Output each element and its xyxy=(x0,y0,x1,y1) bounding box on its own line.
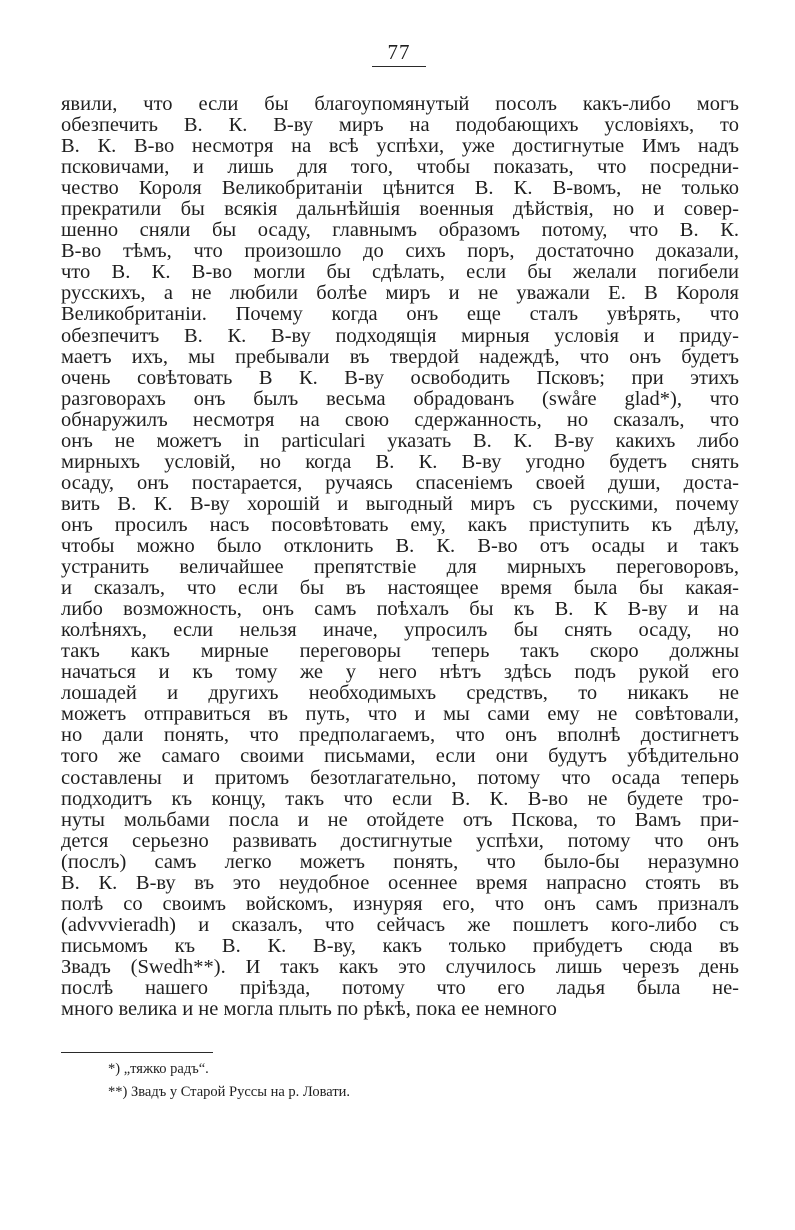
text-line: можетъ отправиться въ путь, что и мы сами ему не совѣтовали, xyxy=(61,704,739,726)
text-line: Звадъ (Swedh**). И такъ какъ это случилось лишь черезъ день xyxy=(61,956,739,978)
footnote-separator xyxy=(61,1052,213,1053)
text-line: Великобританіи. Почему когда онъ еще сталъ увѣрять, что xyxy=(61,304,739,326)
text-line: мирныхъ условій, но когда В. К. В-ву угодно будетъ снять xyxy=(61,451,739,473)
text-line: либо возможность, онъ самъ поѣхалъ бы къ В. К В-ву и на xyxy=(61,599,739,621)
text-line: (advvvieradh) и сказалъ, что сейчасъ же пошлетъ кого-либо съ xyxy=(61,914,739,936)
footnote-1-marker: *) xyxy=(108,1061,121,1077)
text-line: начаться и къ тому же у него нѣтъ здѣсь подъ рукой его xyxy=(61,662,739,684)
text-line: В. К. В-во несмотря на всѣ успѣхи, уже достигнутые Имъ надъ xyxy=(61,136,739,158)
text-line: явили, что если бы благоупомянутый посолъ какъ-либо могъ xyxy=(61,94,739,115)
text-line: обезпечить В. К. В-ву миръ на подобающихъ условіяхъ, то xyxy=(61,115,739,137)
footnote-2-marker: **) xyxy=(108,1084,128,1100)
text-line: чтобы можно было отклонить В. К. В-во отъ осады и такъ xyxy=(61,535,739,557)
text-line: осаду, онъ постарается, ручаясь спасеніемъ своей души, доста- xyxy=(61,472,739,494)
page-number-underline xyxy=(372,66,426,67)
text-line: обнаружилъ несмотря на свою сдержанность, но сказалъ, что xyxy=(61,409,739,431)
text-line: В. К. В-ву въ это неудобное осеннее время напрасно стоять въ xyxy=(61,872,739,894)
text-line: очень совѣтовать В К. В-ву освободить Псковъ; при этихъ xyxy=(61,367,739,389)
text-line: составлены и притомъ безотлагательно, потому что осада теперь xyxy=(61,767,739,789)
text-line: такъ какъ мирные переговоры теперь такъ скоро должны xyxy=(61,641,739,663)
text-line: и сказалъ, что если бы въ настоящее время была бы какая- xyxy=(61,578,739,600)
text-line: маетъ ихъ, мы пребывали въ твердой надеждѣ, что онъ будетъ xyxy=(61,346,739,368)
text-line: лошадей и другихъ необходимыхъ средствъ, то никакъ не xyxy=(61,683,739,705)
text-line: нуты мольбами посла и не отойдете отъ Пскова, то Вамъ при- xyxy=(61,809,739,831)
text-line: подходитъ къ концу, такъ что если В. К. В-во не будете тро- xyxy=(61,788,739,810)
text-line: много велика и не могла плыть по рѣкѣ, пока ее немного xyxy=(61,999,557,1021)
text-line: чество Короля Великобританіи цѣнится В. К. В-вомъ, не только xyxy=(61,178,739,200)
text-line: устранить величайшее препятствіе для мирныхъ переговоровъ, xyxy=(61,557,739,579)
text-line: но дали понять, что предполагаемъ, что онъ вполнѣ достигнетъ xyxy=(61,725,739,747)
footnote-1 xyxy=(108,1060,209,1078)
page-number: 77 xyxy=(387,40,411,64)
text-line: дется серьезно развивать достигнутые успѣхи, потому что онъ xyxy=(61,830,739,852)
text-line: письмомъ къ В. К. В-ву, какъ только прибудетъ сюда въ xyxy=(61,935,739,957)
text-line: того же самаго своими письмами, если они будутъ убѣдительно xyxy=(61,746,739,768)
text-line: полѣ со своимъ войскомъ, изнуряя его, что онъ самъ призналъ xyxy=(61,893,739,915)
text-line: что В. К. В-во могли бы сдѣлать, если бы желали погибели xyxy=(61,262,739,284)
footnote-2-text: Звадъ у Старой Руссы на р. Ловати. xyxy=(130,1084,351,1100)
text-line: русскихъ, а не любили болѣе миръ и не уважали Е. В Короля xyxy=(61,283,739,305)
footnote-2 xyxy=(108,1083,350,1101)
text-line: послѣ нашего пріѣзда, потому что его ладья была не- xyxy=(61,977,739,999)
text-line: разговорахъ онъ былъ весьма обрадованъ (swåre glad*), что xyxy=(61,388,739,410)
footnote-1-text: „тяжко радъ“. xyxy=(123,1061,209,1077)
text-line: онъ просилъ насъ посовѣтовать ему, какъ приступить къ дѣлу, xyxy=(61,514,739,536)
text-line: шенно сняли бы осаду, главнымъ образомъ потому, что В. К. xyxy=(61,220,739,242)
text-line: колѣняхъ, если нельзя иначе, упросилъ бы снять осаду, но xyxy=(61,620,739,642)
text-line: онъ не можетъ in particulari указать В. К. В-ву какихъ либо xyxy=(61,430,739,452)
text-line: В-во тѣмъ, что произошло до сихъ поръ, достаточно доказали, xyxy=(61,241,739,263)
body-text xyxy=(61,94,739,1020)
text-line: (послъ) самъ легко можетъ понять, что было-бы неразумно xyxy=(61,851,739,873)
text-line: обезпечитъ В. К. В-ву подходящія мирныя условія и приду- xyxy=(61,325,739,347)
text-line: вить В. К. В-ву хорошій и выгодный миръ съ русскими, почему xyxy=(61,493,739,515)
text-line: псковичами, и лишь для того, чтобы показать, что посредни- xyxy=(61,157,739,179)
text-line: прекратили бы всякія дальнѣйшія военныя дѣйствія, но и совер- xyxy=(61,199,739,221)
